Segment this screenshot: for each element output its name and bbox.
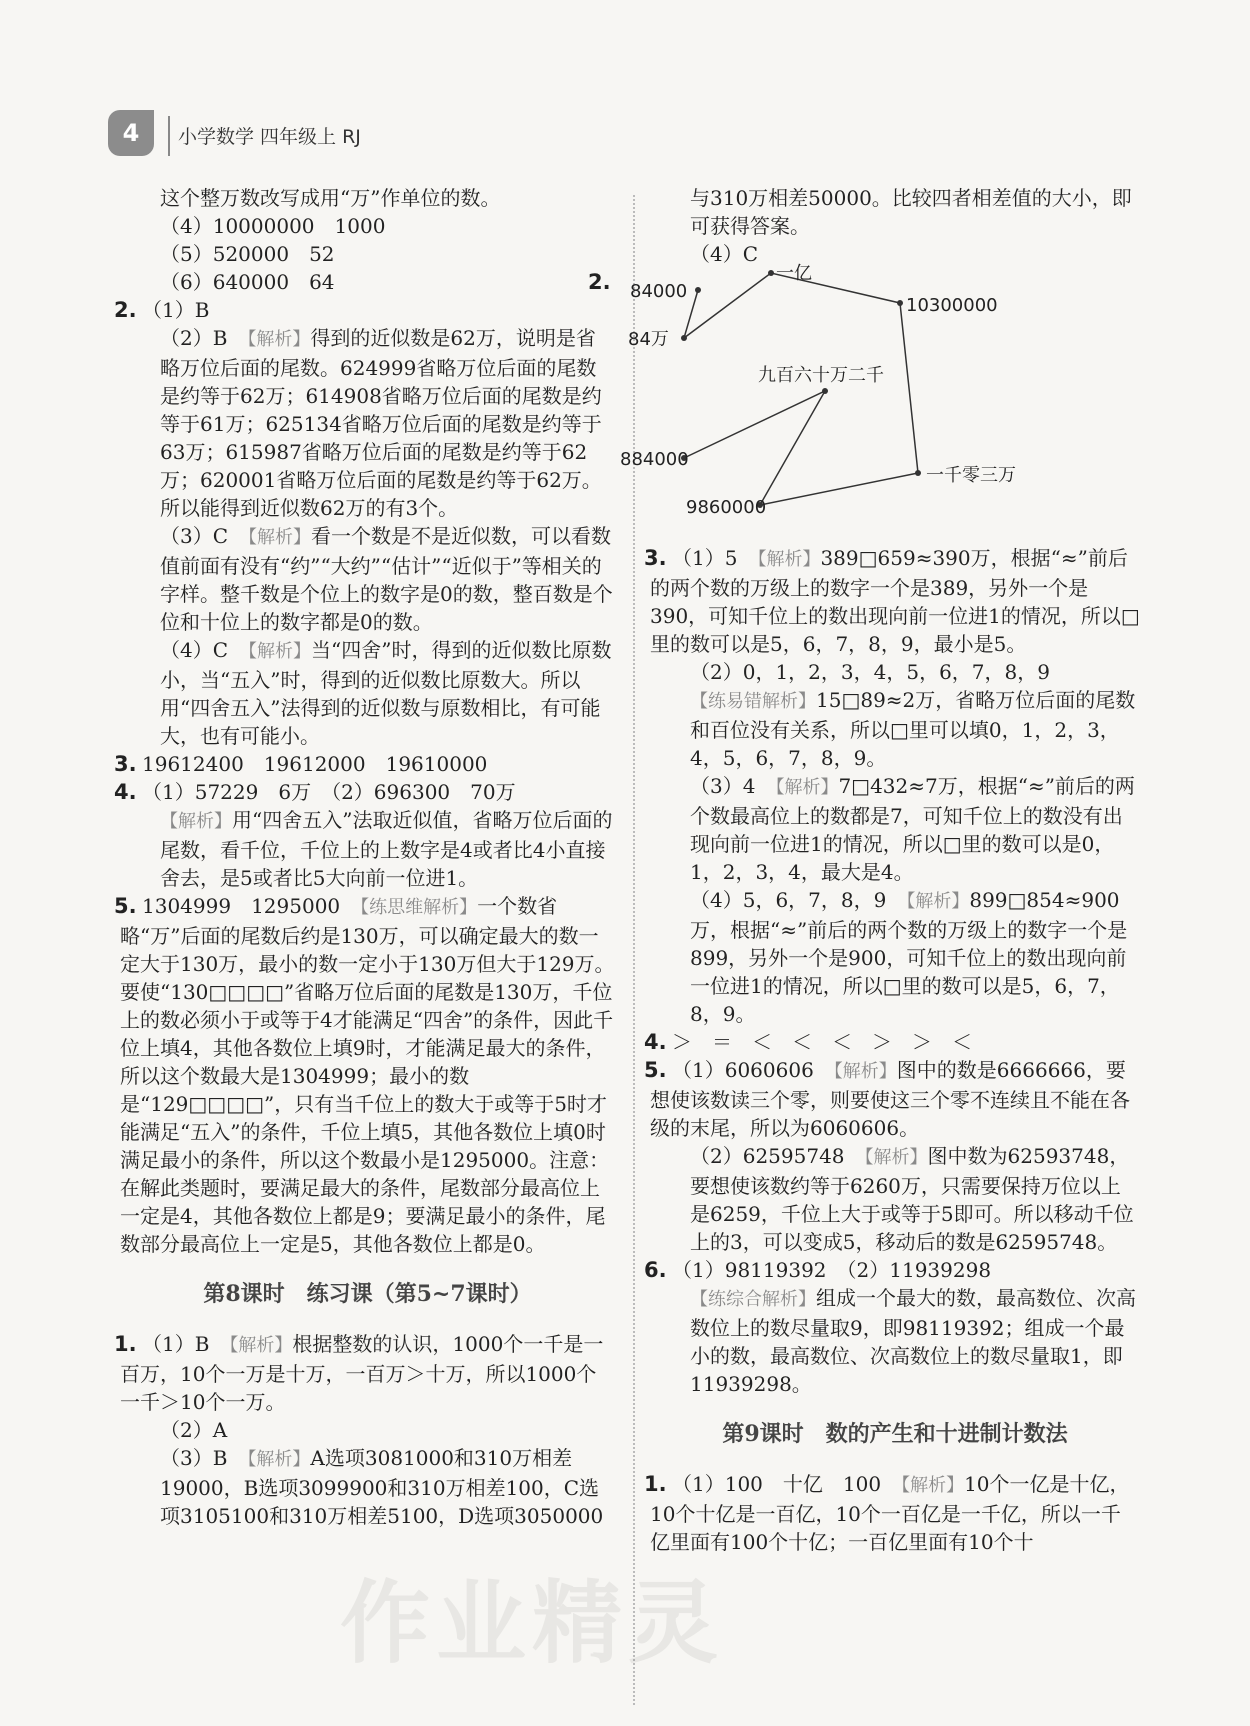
analysis-tag: 【解析】	[229, 1335, 293, 1356]
analysis-text: 得到的近似数是62万，说明是省略万位后面的尾数。624999省略万位后面的尾数是约等于62万；614908省略万位后面的尾数是约等于61万；625134省略万位后面的尾数是约等于63万；615987省略万位后面的尾数是约等于62万；620001省略万位后面的尾数是约等于62万。所以能得到近似数62万的有3个。	[160, 326, 602, 520]
analysis-text: 389□659≈390万，根据“≈”前后的两个数的万级上的数字一个是389，另外一个是390，可知千位上的数出现向前一位进1的情况，所以□里的数可以是5，6，7，8，9，最小是5。	[650, 546, 1140, 656]
diagram-node	[681, 335, 687, 341]
column-divider	[633, 195, 635, 1705]
analysis-text: 图中的数是6666666，要想使该数读三个零，则要使这三个零不连续且不能在各级的末尾，所以为6060606。	[650, 1058, 1130, 1140]
answer-text: （3）4	[690, 774, 776, 798]
answer-line	[114, 750, 615, 778]
answer-line	[114, 296, 615, 324]
question-number: 4.	[644, 1030, 667, 1054]
answer-line	[644, 544, 1140, 658]
answer-line	[650, 686, 1140, 772]
diagram-label-yiyi: 一亿	[776, 263, 812, 284]
right-column	[588, 184, 1140, 1556]
analysis-tag: 【解析】	[906, 891, 970, 912]
diagram-label-84000: 84000	[630, 281, 688, 302]
left-column	[114, 184, 615, 1530]
question-number: 2.	[114, 298, 137, 322]
analysis-text: 用“四舍五入”法取近似值，省略万位后面的尾数，看千位，千位上的上数字是4或者比4小直接舍去，是5或者比5大向前一位进1。	[160, 808, 613, 890]
analysis-tag: 【练综合解析】	[690, 1289, 816, 1310]
answer-text: （6）640000 64	[160, 270, 335, 294]
answer-text: 19612400 19612000 19610000	[142, 752, 488, 776]
answer-line	[120, 522, 615, 636]
answer-line	[120, 1444, 615, 1530]
answer-text: （5）520000 52	[160, 242, 335, 266]
question-number: 2.	[588, 270, 611, 294]
answer-text: （1）B	[142, 1332, 230, 1356]
diagram-node	[897, 300, 903, 306]
answer-text: （3）B	[160, 1446, 248, 1470]
diagram-label-884000: 884000	[620, 449, 689, 470]
answer-line	[644, 1056, 1140, 1142]
analysis-tag: 【练易错解析】	[690, 691, 816, 712]
answer-line	[644, 1470, 1140, 1556]
answer-text: （4）10000000 1000	[160, 214, 386, 238]
analysis-text: 根据整数的认识，1000个一千是一百万，10个一万是十万，一百万＞十万，所以1000个一千＞10个一万。	[120, 1332, 604, 1414]
header-divider	[168, 116, 170, 156]
analysis-text: A选项3081000和310万相差19000，B选项3099900和310万相差100，C选项3105100和310万相差5100，D选项3050000	[160, 1446, 604, 1528]
question-number: 1.	[644, 1472, 667, 1496]
analysis-tag: 【解析】	[864, 1147, 928, 1168]
analysis-tag: 【练思维解析】	[360, 897, 478, 918]
answer-text: （2）B	[160, 326, 248, 350]
answer-line	[114, 1330, 615, 1416]
answer-text: （1）5	[672, 546, 758, 570]
answer-line	[120, 184, 615, 212]
answer-line	[120, 806, 615, 892]
analysis-tag: 【解析】	[160, 811, 232, 832]
diagram-label-10030000: 一千零三万	[926, 465, 1016, 486]
analysis-text: 图中数为62593748，要想使该数约等于6260万，只需要保持万位以上是6259，千位上大于或等于5即可。所以移动千位上的3，可以变成5，移动后的数是62595748。	[690, 1144, 1134, 1254]
analysis-text: 7□432≈7万，根据“≈”前后的两个数最高位上的数都是7，可知千位上的数没有出现向前一位进1的情况，所以□里的数可以是0，1，2，3，4，最大是4。	[690, 774, 1135, 884]
answer-text: （4）5，6，7，8，9	[690, 888, 907, 912]
analysis-text: 15□89≈2万，省略万位后面的尾数和百位没有关系，所以□里可以填0，1，2，3，4，5，6，7，8，9。	[690, 688, 1136, 770]
answer-text: （2）A	[160, 1418, 228, 1442]
question-number: 3.	[114, 752, 137, 776]
analysis-text: 10个一亿是十亿，10个十亿是一百亿，10个一百亿是一千亿，所以一千亿里面有100个十亿；一百亿里面有10个十	[650, 1472, 1130, 1554]
right-column-body	[644, 544, 1140, 1556]
question-number: 3.	[644, 546, 667, 570]
answer-text: （1）6060606	[672, 1058, 834, 1082]
answer-line	[114, 778, 615, 806]
book-title: 小学数学 四年级上 RJ	[178, 126, 361, 148]
diagram-label-84wan: 84万	[628, 329, 669, 350]
answer-line	[650, 772, 1140, 886]
answer-line	[120, 1416, 615, 1444]
answer-text: （1）98119392 （2）11939298	[672, 1258, 992, 1282]
question-number: 5.	[114, 894, 137, 918]
answer-line	[644, 1256, 1140, 1284]
diagram-label-10300000: 10300000	[906, 295, 998, 316]
diagram-node	[695, 287, 701, 293]
answer-text: （4）C	[690, 242, 759, 266]
diagram-label-9602000: 九百六十万二千	[758, 365, 884, 386]
answer-line	[650, 886, 1140, 1028]
analysis-text: 当“四舍”时，得到的近似数比原数小，当“五入”时，得到的近似数比原数大。所以用“四舍五入”法得到的近似数与原数相比，有可能大，也有可能小。	[160, 638, 612, 748]
diagram-label-9860000: 9860000	[686, 497, 767, 518]
answer-line	[120, 240, 615, 268]
analysis-tag: 【解析】	[247, 329, 311, 350]
section-title: 第9课时 数的产生和十进制计数法	[722, 1421, 1068, 1447]
analysis-text: 899□854≈900万，根据“≈”前后的两个数的万级上的数字一个是899，另外一个是900，可知千位上的数出现向前一位进1的情况，所以□里的数可以是5，6，7，8，9。	[690, 888, 1128, 1026]
analysis-tag: 【解析】	[247, 1449, 311, 1470]
answer-line	[114, 892, 615, 1258]
answer-line	[644, 1028, 1140, 1056]
answer-text: 这个整万数改写成用“万”作单位的数。	[160, 186, 501, 210]
diagram-node	[915, 470, 921, 476]
answer-text: （3）C	[160, 524, 249, 548]
answer-line	[650, 658, 1140, 686]
answer-text: ＞ ＝ ＜ ＜ ＜ ＞ ＞ ＜	[672, 1030, 972, 1054]
answer-text: （2）0，1，2，3，4，5，6，7，8，9	[690, 660, 1050, 684]
analysis-tag: 【解析】	[833, 1061, 897, 1082]
analysis-tag: 【解析】	[757, 549, 821, 570]
diagram-node	[768, 270, 774, 276]
answer-text: 1304999 1295000	[142, 894, 361, 918]
question-number: 4.	[114, 780, 137, 804]
answer-line	[120, 268, 615, 296]
right-column-top	[650, 184, 1140, 268]
answer-text: 与310万相差50000。比较四者相差值的大小，即可获得答案。	[690, 186, 1132, 238]
answer-text: （4）C	[160, 638, 249, 662]
answer-line	[650, 184, 1140, 240]
answer-line	[650, 1142, 1140, 1256]
answer-line	[650, 240, 1140, 268]
answer-text: （1）100 十亿 100	[672, 1472, 902, 1496]
diagram-path-lower	[684, 391, 918, 505]
section-title: 第8课时 练习课（第5~7课时）	[203, 1281, 532, 1307]
analysis-text: 看一个数是不是近似数，可以看数值前面有没有“约”“大约”“估计”“近似于”等相关的字样。整千数是个位上的数字是0的数，整百数是个位和十位上的数字都是0的数。	[160, 524, 613, 634]
question-number: 5.	[644, 1058, 667, 1082]
answer-text: （1）B	[142, 298, 210, 322]
answer-line	[120, 212, 615, 240]
analysis-tag: 【解析】	[248, 641, 312, 662]
answer-text: （1）57229 6万 （2）696300 70万	[142, 780, 516, 804]
analysis-tag: 【解析】	[775, 777, 839, 798]
analysis-text: 一个数省略“万”后面的尾数后约是130万，可以确定最大的数一定大于130万，最小的数一定小于130万但大于129万。要使“130□□□□”省略万位后面的尾数是130万，千位上的数必须小于或等于4才能满足“四舍”的条件，因此千位上填4，其他各数位上填9时，才能满足最大的条件，所以这个数最大是1304999；最小的数是“129□□□□”，只有当千位上的数大于或等于5时才能满足“五入”的条件，千位上填5，其他各数位上填0时满足最小的条件，所以这个数最小是1295000。注意：在解此类题时，要满足最大的条件，尾数部分最高位上一定是4，其他各数位上都是9；要满足最小的条件，尾数部分最高位上一定是5，其他各数位上都是0。	[120, 894, 615, 1256]
answer-line	[650, 1284, 1140, 1398]
page-number-badge: 4	[108, 110, 154, 156]
question-number: 1.	[114, 1332, 137, 1356]
answer-text: （2）62595748	[690, 1144, 865, 1168]
question-number: 6.	[644, 1258, 667, 1282]
analysis-tag: 【解析】	[248, 527, 312, 548]
watermark: 作业精灵	[340, 1570, 724, 1676]
answer-line	[120, 636, 615, 750]
answer-line	[120, 324, 615, 522]
number-link-diagram	[588, 263, 1140, 544]
analysis-tag: 【解析】	[901, 1475, 965, 1496]
analysis-text: 组成一个最大的数，最高数位、次高数位上的数尽量取9，即98119392；组成一个最小的数，最高数位、次高数位上的数尽量取1，即11939298。	[690, 1286, 1136, 1396]
